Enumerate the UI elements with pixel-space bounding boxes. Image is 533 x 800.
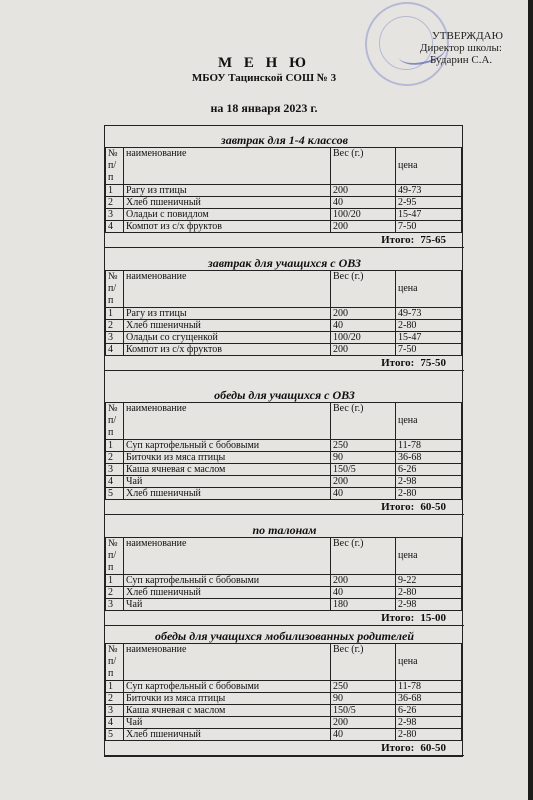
cell-price: 7-50 <box>396 344 462 356</box>
approval-position: Директор школы: <box>420 42 502 54</box>
section-title: завтрак для учащихся с ОВЗ <box>208 256 361 270</box>
cell-n: 2 <box>106 587 124 599</box>
section-total <box>105 356 464 371</box>
section-title: завтрак для 1-4 классов <box>221 133 348 147</box>
column-header-price: цена <box>396 148 462 185</box>
table-row <box>106 476 462 488</box>
cell-n: 4 <box>106 476 124 488</box>
cell-n: 3 <box>106 332 124 344</box>
total-value: 15-00 <box>420 612 446 624</box>
table-header-row <box>106 271 462 308</box>
cell-price: 11-78 <box>396 440 462 452</box>
cell-weight: 100/20 <box>331 332 396 344</box>
total-value: 75-65 <box>420 234 446 246</box>
section-total <box>105 500 464 515</box>
cell-price: 9-22 <box>396 575 462 587</box>
cell-price: 2-98 <box>396 717 462 729</box>
cell-price: 15-47 <box>396 332 462 344</box>
table-row <box>106 681 462 693</box>
menu-section <box>105 388 464 515</box>
cell-name: Каша ячневая с маслом <box>124 705 331 717</box>
cell-name: Биточки из мяса птицы <box>124 693 331 705</box>
cell-price: 6-26 <box>396 705 462 717</box>
cell-name: Компот из с/х фруктов <box>124 344 331 356</box>
column-header-num: № п/п <box>106 538 124 575</box>
section-total <box>105 741 464 756</box>
section-total <box>105 233 464 248</box>
total-value: 75-50 <box>420 357 446 369</box>
cell-name: Оладьи с повидлом <box>124 209 331 221</box>
cell-n: 2 <box>106 197 124 209</box>
cell-n: 3 <box>106 209 124 221</box>
column-header-weight: Вес (г.) <box>331 148 396 185</box>
cell-weight: 200 <box>331 476 396 488</box>
table-row <box>106 308 462 320</box>
cell-name: Суп картофельный с бобовыми <box>124 440 331 452</box>
cell-n: 2 <box>106 452 124 464</box>
section-total <box>105 611 464 626</box>
cell-name: Чай <box>124 476 331 488</box>
approval-title: УТВЕРЖДАЮ <box>432 30 503 42</box>
menu-section <box>105 133 464 248</box>
cell-n: 2 <box>106 693 124 705</box>
cell-name: Оладьи со сгущенкой <box>124 332 331 344</box>
table-row <box>106 185 462 197</box>
column-header-name: наименование <box>124 148 331 185</box>
column-header-num: № п/п <box>106 644 124 681</box>
cell-n: 1 <box>106 681 124 693</box>
cell-n: 2 <box>106 320 124 332</box>
cell-n: 4 <box>106 717 124 729</box>
table-row <box>106 452 462 464</box>
cell-name: Хлеб пшеничный <box>124 729 331 741</box>
menu-table <box>105 270 462 356</box>
total-label: Итого: <box>381 357 415 369</box>
cell-name: Биточки из мяса птицы <box>124 452 331 464</box>
page-shadow-edge <box>528 0 533 800</box>
total-value: 60-50 <box>420 501 446 513</box>
cell-weight: 150/5 <box>331 705 396 717</box>
cell-price: 7-50 <box>396 221 462 233</box>
approval-name: Бударин С.А. <box>430 54 493 66</box>
column-header-weight: Вес (г.) <box>331 644 396 681</box>
column-header-price: цена <box>396 538 462 575</box>
cell-weight: 40 <box>331 320 396 332</box>
table-header-row <box>106 538 462 575</box>
table-row <box>106 599 462 611</box>
menu-table <box>105 147 462 233</box>
cell-price: 2-98 <box>396 476 462 488</box>
menu-table <box>105 402 462 500</box>
total-label: Итого: <box>381 234 415 246</box>
cell-n: 4 <box>106 221 124 233</box>
column-header-weight: Вес (г.) <box>331 538 396 575</box>
cell-weight: 200 <box>331 344 396 356</box>
cell-price: 2-80 <box>396 488 462 500</box>
school-name: МБОУ Тацинской СОШ № 3 <box>191 72 337 84</box>
table-row <box>106 197 462 209</box>
cell-price: 2-95 <box>396 197 462 209</box>
cell-n: 5 <box>106 488 124 500</box>
table-row <box>106 717 462 729</box>
table-row <box>106 575 462 587</box>
cell-price: 11-78 <box>396 681 462 693</box>
menu-section <box>105 523 464 626</box>
cell-name: Хлеб пшеничный <box>124 197 331 209</box>
column-header-name: наименование <box>124 271 331 308</box>
table-header-row <box>106 644 462 681</box>
cell-name: Чай <box>124 717 331 729</box>
table-row <box>106 464 462 476</box>
cell-weight: 180 <box>331 599 396 611</box>
table-row <box>106 209 462 221</box>
column-header-num: № п/п <box>106 271 124 308</box>
total-label: Итого: <box>381 612 415 624</box>
cell-n: 3 <box>106 464 124 476</box>
cell-name: Хлеб пшеничный <box>124 320 331 332</box>
column-header-name: наименование <box>124 538 331 575</box>
column-header-name: наименование <box>124 644 331 681</box>
cell-n: 4 <box>106 344 124 356</box>
cell-price: 36-68 <box>396 452 462 464</box>
cell-price: 2-80 <box>396 320 462 332</box>
cell-price: 2-80 <box>396 587 462 599</box>
cell-n: 1 <box>106 185 124 197</box>
cell-weight: 250 <box>331 681 396 693</box>
table-row <box>106 221 462 233</box>
column-header-weight: Вес (г.) <box>331 271 396 308</box>
cell-weight: 90 <box>331 452 396 464</box>
cell-weight: 200 <box>331 575 396 587</box>
total-label: Итого: <box>381 742 415 754</box>
cell-weight: 200 <box>331 185 396 197</box>
page-title: М Е Н Ю <box>218 55 310 71</box>
cell-n: 1 <box>106 440 124 452</box>
cell-price: 2-80 <box>396 729 462 741</box>
cell-weight: 200 <box>331 221 396 233</box>
table-row <box>106 332 462 344</box>
cell-name: Рагу из птицы <box>124 308 331 320</box>
cell-price: 6-26 <box>396 464 462 476</box>
cell-n: 5 <box>106 729 124 741</box>
section-title: по талонам <box>252 523 317 537</box>
cell-price: 36-68 <box>396 693 462 705</box>
cell-weight: 200 <box>331 717 396 729</box>
cell-weight: 150/5 <box>331 464 396 476</box>
menu-table <box>105 643 462 741</box>
cell-price: 2-98 <box>396 599 462 611</box>
column-header-name: наименование <box>124 403 331 440</box>
cell-name: Рагу из птицы <box>124 185 331 197</box>
cell-weight: 250 <box>331 440 396 452</box>
table-header-row <box>106 148 462 185</box>
menu-section <box>105 256 464 371</box>
column-header-num: № п/п <box>106 148 124 185</box>
cell-weight: 40 <box>331 729 396 741</box>
cell-name: Чай <box>124 599 331 611</box>
section-title: обеды для учащихся с ОВЗ <box>214 388 355 402</box>
cell-price: 49-73 <box>396 185 462 197</box>
total-label: Итого: <box>381 501 415 513</box>
column-header-price: цена <box>396 403 462 440</box>
cell-price: 15-47 <box>396 209 462 221</box>
cell-name: Компот из с/х фруктов <box>124 221 331 233</box>
cell-weight: 90 <box>331 693 396 705</box>
menu-frame <box>104 125 463 757</box>
cell-weight: 40 <box>331 587 396 599</box>
cell-n: 3 <box>106 599 124 611</box>
cell-name: Хлеб пшеничный <box>124 587 331 599</box>
table-row <box>106 320 462 332</box>
menu-table <box>105 537 462 611</box>
cell-name: Каша ячневая с маслом <box>124 464 331 476</box>
cell-weight: 200 <box>331 308 396 320</box>
cell-weight: 100/20 <box>331 209 396 221</box>
cell-name: Суп картофельный с бобовыми <box>124 575 331 587</box>
cell-n: 1 <box>106 575 124 587</box>
cell-n: 3 <box>106 705 124 717</box>
cell-price: 49-73 <box>396 308 462 320</box>
column-header-price: цена <box>396 644 462 681</box>
menu-section <box>105 629 464 756</box>
cell-weight: 40 <box>331 488 396 500</box>
table-row <box>106 488 462 500</box>
cell-name: Суп картофельный с бобовыми <box>124 681 331 693</box>
table-row <box>106 693 462 705</box>
cell-name: Хлеб пшеничный <box>124 488 331 500</box>
section-title: обеды для учащихся мобилизованных родителей <box>154 629 415 643</box>
table-row <box>106 587 462 599</box>
column-header-num: № п/п <box>106 403 124 440</box>
table-row <box>106 705 462 717</box>
cell-n: 1 <box>106 308 124 320</box>
table-header-row <box>106 403 462 440</box>
table-row <box>106 440 462 452</box>
cell-weight: 40 <box>331 197 396 209</box>
table-row <box>106 344 462 356</box>
table-row <box>106 729 462 741</box>
column-header-price: цена <box>396 271 462 308</box>
total-value: 60-50 <box>420 742 446 754</box>
menu-date: на 18 января 2023 г. <box>210 101 318 115</box>
column-header-weight: Вес (г.) <box>331 403 396 440</box>
